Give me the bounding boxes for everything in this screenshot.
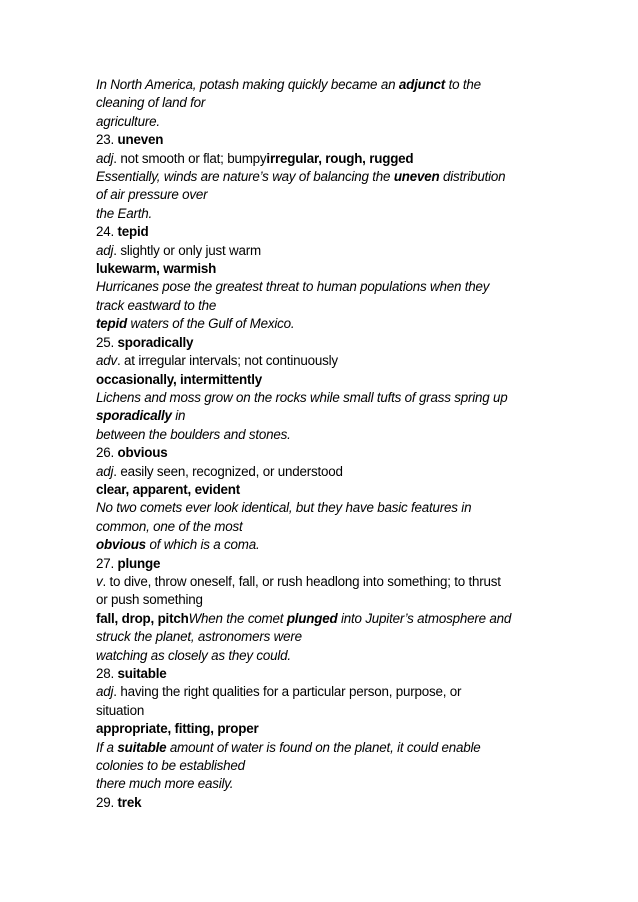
text-segment: struck the planet, astronomers were — [96, 629, 302, 645]
text-segment: waters of the Gulf of Mexico. — [127, 316, 295, 332]
text-segment: occasionally, intermittently — [96, 371, 263, 387]
text-line — [96, 463, 546, 481]
text-segment: If a — [96, 739, 118, 755]
text-segment: between the boulders and stones. — [96, 426, 291, 442]
text-segment: adj — [96, 150, 114, 166]
text-line — [96, 352, 546, 370]
text-line — [96, 278, 546, 296]
text-line — [96, 665, 546, 683]
text-segment: 25. — [96, 334, 118, 350]
text-segment: suitable — [117, 666, 167, 681]
text-segment: adv — [96, 353, 117, 369]
text-segment: suitable — [117, 739, 167, 755]
text-line — [96, 389, 546, 407]
text-segment: 26. — [96, 445, 118, 461]
text-segment: . slightly or only just warm — [113, 242, 261, 258]
text-line — [96, 315, 546, 333]
text-segment: colonies to be established — [96, 758, 245, 774]
text-line — [96, 223, 546, 241]
text-segment: in — [171, 408, 186, 424]
text-segment: 28. — [96, 666, 118, 681]
text-line — [96, 720, 546, 738]
text-segment: v — [96, 573, 103, 589]
text-segment: plunge — [117, 555, 161, 571]
text-segment: appropriate, fitting, proper — [96, 721, 259, 737]
text-line — [96, 683, 546, 701]
text-segment: When the comet — [188, 610, 287, 626]
text-segment: trek — [117, 794, 142, 810]
text-segment: amount of water is found on the planet, it could enable — [166, 739, 481, 755]
document-page — [96, 76, 546, 812]
text-segment: . easily seen, recognized, or understood — [113, 463, 343, 479]
text-segment: of air pressure over — [96, 187, 208, 203]
text-line — [96, 591, 546, 609]
text-segment: adjunct — [398, 77, 446, 92]
text-line — [96, 444, 546, 462]
text-line — [96, 610, 546, 628]
text-segment: situation — [96, 702, 145, 718]
text-segment: 27. — [96, 555, 118, 571]
text-segment: . having the right qualities for a particular person, purpose, or — [113, 684, 462, 700]
text-line — [96, 628, 546, 646]
text-segment: sporadically — [96, 408, 172, 424]
text-line — [96, 260, 546, 278]
text-line — [96, 94, 546, 112]
text-segment: the Earth. — [96, 205, 153, 221]
text-segment: agriculture. — [96, 113, 160, 129]
text-segment: In North America, potash making quickly became an — [96, 77, 399, 92]
text-segment: or push something — [96, 592, 203, 608]
text-line — [96, 426, 546, 444]
text-segment: there much more easily. — [96, 776, 234, 792]
text-line — [96, 76, 546, 94]
text-segment: Lichens and moss grow on the rocks while small tufts of grass spring up — [96, 389, 508, 405]
text-line — [96, 334, 546, 352]
text-line — [96, 702, 546, 720]
text-line — [96, 555, 546, 573]
text-segment: adj — [96, 463, 114, 479]
text-line — [96, 647, 546, 665]
text-line — [96, 573, 546, 591]
text-line — [96, 131, 546, 149]
text-segment: plunged — [286, 610, 338, 626]
text-segment: sporadically — [117, 334, 194, 350]
text-segment: distribution — [439, 169, 506, 185]
text-segment: uneven — [117, 132, 164, 148]
text-line — [96, 757, 546, 775]
text-segment: 24. — [96, 224, 118, 240]
text-segment: to the — [445, 77, 481, 92]
text-line — [96, 371, 546, 389]
text-line — [96, 186, 546, 204]
text-line — [96, 481, 546, 499]
text-segment: irregular, rough, rugged — [266, 150, 414, 166]
text-segment: fall, drop, pitch — [96, 610, 189, 626]
text-line — [96, 407, 546, 425]
text-segment: obvious — [96, 537, 146, 553]
text-line — [96, 794, 546, 812]
text-segment: obvious — [117, 445, 168, 461]
text-segment: into Jupiter’s atmosphere and — [337, 610, 512, 626]
text-line — [96, 739, 546, 757]
text-segment: Essentially, winds are nature’s way of balancing the — [96, 169, 394, 185]
text-segment: . to dive, throw oneself, fall, or rush headlong into something; to thrust — [102, 573, 501, 589]
text-segment: adj — [96, 684, 114, 700]
text-segment: lukewarm, warmish — [96, 261, 217, 277]
text-line — [96, 113, 546, 131]
text-line — [96, 205, 546, 223]
text-line — [96, 536, 546, 554]
text-segment: of which is a coma. — [145, 537, 260, 553]
text-line — [96, 518, 546, 536]
text-segment: tepid — [96, 316, 127, 332]
text-line — [96, 242, 546, 260]
text-segment: watching as closely as they could. — [96, 647, 291, 663]
text-segment: . not smooth or flat; bumpy — [113, 150, 267, 166]
text-segment: tepid — [117, 224, 149, 240]
text-segment: adj — [96, 242, 114, 258]
text-segment: No two comets ever look identical, but they have basic features in — [96, 500, 472, 516]
text-line — [96, 150, 546, 168]
text-segment: Hurricanes pose the greatest threat to human populations when they — [96, 279, 490, 295]
text-line — [96, 168, 546, 186]
text-segment: uneven — [393, 169, 440, 185]
text-segment: clear, apparent, evident — [96, 481, 241, 497]
text-segment: . at irregular intervals; not continuously — [117, 353, 338, 369]
text-line — [96, 297, 546, 315]
text-line — [96, 499, 546, 517]
text-segment: common, one of the most — [96, 518, 243, 534]
text-segment: track eastward to the — [96, 297, 217, 313]
text-segment: 29. — [96, 794, 118, 810]
text-line — [96, 775, 546, 793]
text-segment: 23. — [96, 132, 118, 148]
text-segment: cleaning of land for — [96, 95, 206, 111]
